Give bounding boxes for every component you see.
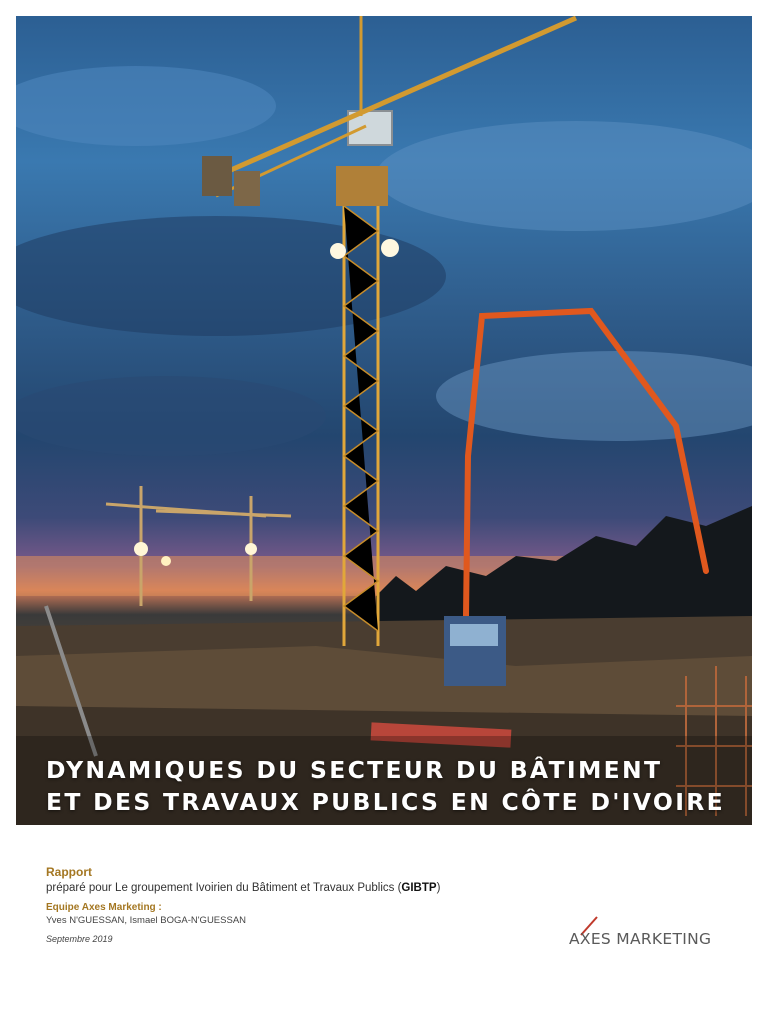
prepared-prefix: préparé pour Le groupement Ivoirien du Bâtiment et Travaux Publics ( [46, 882, 402, 894]
prepared-for [46, 882, 566, 894]
report-date: Septembre 2019 [46, 934, 113, 944]
cover-title [46, 754, 746, 818]
cover-title-line-1: DYNAMIQUES DU SECTEUR DU BÂTIMENT [46, 756, 663, 784]
prepared-suffix: ) [436, 882, 441, 894]
team-label: Equipe Axes Marketing : [46, 902, 162, 913]
report-label: Rapport [46, 865, 92, 879]
logo-text: AXES MARKETING [569, 930, 712, 948]
team-names: Yves N'GUESSAN, Ismael BOGA-N'GUESSAN [46, 915, 247, 926]
cover-image [16, 16, 752, 825]
axes-marketing-logo [569, 930, 711, 948]
report-meta [46, 865, 566, 944]
construction-site-illustration [16, 16, 752, 825]
client-acronym: GIBTP [401, 882, 437, 894]
cover-title-line-2: ET DES TRAVAUX PUBLICS EN CÔTE D'IVOIRE [46, 788, 725, 816]
